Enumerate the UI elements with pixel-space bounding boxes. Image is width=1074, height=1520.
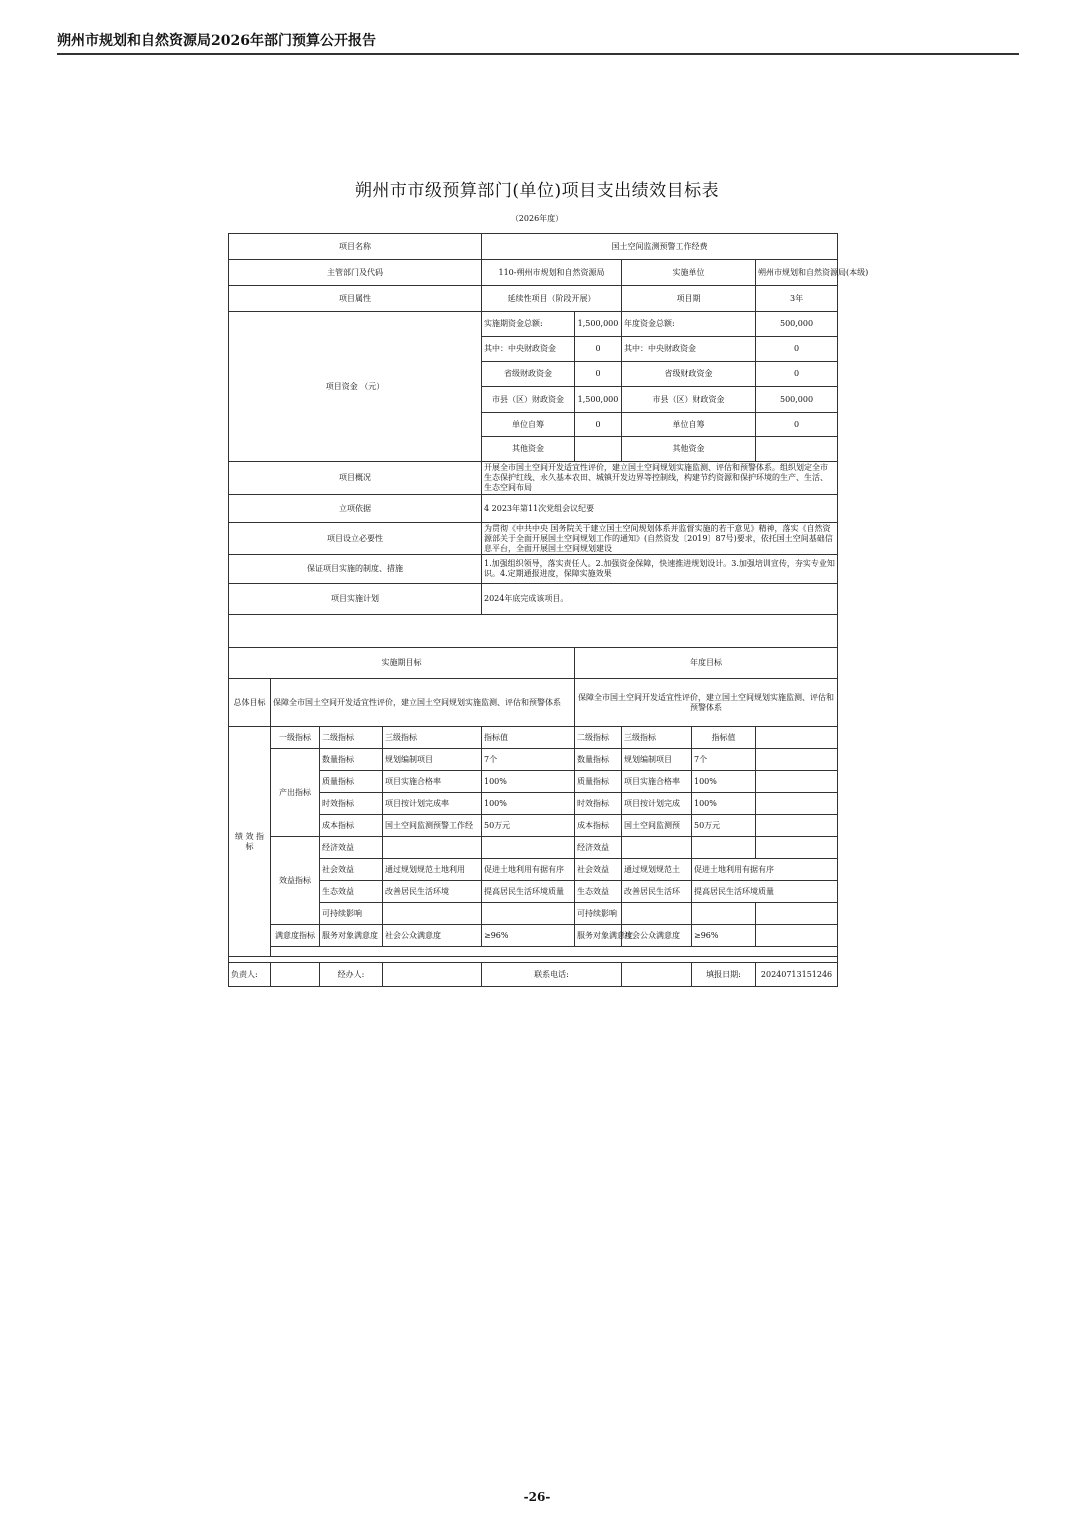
level3-cell: 改善居民生活环境 [383, 881, 482, 903]
measures-label: 保证项目实施的制度、措施 [229, 555, 482, 584]
value-cell [482, 903, 575, 925]
level2-year-cell: 时效指标 [575, 793, 622, 815]
necessity-label: 项目设立必要性 [229, 523, 482, 555]
level3-cell [383, 903, 482, 925]
value-cell: 100% [482, 771, 575, 793]
satisfaction-indicator-label: 满意度指标 [271, 925, 320, 947]
value-year-cell: ≥96% [692, 925, 756, 947]
value-cell: 100% [482, 793, 575, 815]
measures-value: 1.加强组织领导，落实责任人。2.加强资金保障，快速推进规划设计。3.加强培训宣传，夯实专业知识。4.定期通报进度，保障实施效果 [482, 555, 838, 584]
table-row [229, 859, 838, 881]
level2-cell: 数量指标 [320, 749, 383, 771]
perf-indicator-label: 绩 效 指 标 [229, 727, 271, 957]
year-total-label: 年度资金总额: [622, 312, 756, 337]
handler-value [383, 963, 482, 987]
table-row [229, 749, 838, 771]
level2-cell: 社会效益 [320, 859, 383, 881]
performance-goal-table [228, 233, 869, 987]
impl-total-value: 1,500,000 [575, 312, 622, 337]
value-cell: 50万元 [482, 815, 575, 837]
table-row [229, 495, 838, 523]
impl-goal-header: 实施期目标 [229, 648, 575, 679]
table-row [229, 648, 838, 679]
value-year-cell: 100% [692, 793, 756, 815]
attr-label: 项目属性 [229, 286, 482, 312]
level2-cell: 质量指标 [320, 771, 383, 793]
table-row [229, 260, 838, 286]
level2-year-cell: 成本指标 [575, 815, 622, 837]
county-impl-value: 1,500,000 [575, 387, 622, 413]
plan-value: 2024年底完成该项目。 [482, 584, 838, 615]
level2-year-cell: 数量指标 [575, 749, 622, 771]
other-funds-year-value [756, 437, 838, 462]
level2-cell: 时效指标 [320, 793, 383, 815]
central-year-value: 0 [756, 337, 838, 362]
period-value: 3年 [756, 286, 838, 312]
table-row [229, 462, 838, 495]
impl-unit-label: 实施单位 [622, 260, 756, 286]
header-value: 指标值 [482, 727, 575, 749]
empty-cell [756, 815, 838, 837]
project-name-label: 项目名称 [229, 234, 482, 260]
level3-cell: 规划编制项目 [383, 749, 482, 771]
level2-year-cell: 经济效益 [575, 837, 622, 859]
level2-year-cell: 社会效益 [575, 859, 622, 881]
value-cell: 提高居民生活环境质量 [482, 881, 575, 903]
value-cell: ≥96% [482, 925, 575, 947]
table-row [229, 815, 838, 837]
empty-cell [756, 793, 838, 815]
province-year-label: 省级财政资金 [622, 362, 756, 387]
table-row [229, 837, 838, 859]
empty-cell [756, 925, 838, 947]
table-row [229, 881, 838, 903]
table-row [229, 234, 838, 260]
level2-year-cell: 可持续影响 [575, 903, 622, 925]
handler-label: 经办人: [320, 963, 383, 987]
funds-label: 项目资金 （元） [229, 312, 482, 462]
value-year-cell: 100% [692, 771, 756, 793]
year-goal-header: 年度目标 [575, 648, 838, 679]
level3-cell: 项目实施合格率 [383, 771, 482, 793]
overall-goal-label: 总体目标 [229, 679, 271, 727]
table-row [229, 793, 838, 815]
province-label: 省级财政资金 [482, 362, 575, 387]
value-year-cell [692, 903, 756, 925]
document-year: （2026年度） [510, 214, 564, 223]
header-level3-year: 三级指标 [622, 727, 692, 749]
level3-cell: 国土空间监测预警工作经 [383, 815, 482, 837]
level3-year-cell [622, 903, 692, 925]
other-funds-impl-value [575, 437, 622, 462]
empty-cell [756, 727, 838, 749]
self-funding-year-label: 单位自筹 [622, 413, 756, 437]
blank-row [271, 947, 838, 957]
header-level2-year: 二级指标 [575, 727, 622, 749]
province-year-value: 0 [756, 362, 838, 387]
level2-cell: 可持续影响 [320, 903, 383, 925]
header-value-year: 指标值 [692, 727, 756, 749]
project-name-value: 国土空间监测预警工作经费 [482, 234, 838, 260]
overview-value: 开展全市国土空间开发适宜性评价，建立国土空间规划实施监测、评估和预警体系。组织划定全市生态保护红线、永久基本农田、城镇开发边界等控制线，构建节约资源和保护环境的生产、生活、生态空间布局 [482, 462, 838, 495]
level3-year-cell: 通过规划规范土 [622, 859, 692, 881]
phone-label: 联系电话: [482, 963, 622, 987]
blank-row [229, 615, 838, 648]
level3-year-cell [622, 837, 692, 859]
level3-cell: 项目按计划完成率 [383, 793, 482, 815]
responsible-label: 负责人: [229, 963, 271, 987]
dept-label: 主管部门及代码 [229, 260, 482, 286]
necessity-value: 为贯彻《中共中央 国务院关于建立国土空间规划体系并监督实施的若干意见》精神，落实《自然资源部关于全面开展国土空间规划工作的通知》(自然资发〔2019〕87号)要求，依托国土空间基础信息平台，全面开展国土空间规划建设 [482, 523, 838, 555]
self-funding-label: 单位自筹 [482, 413, 575, 437]
level2-cell: 服务对象满意度 [320, 925, 383, 947]
benefit-indicator-label: 效益指标 [271, 837, 320, 925]
self-funding-year-value: 0 [756, 413, 838, 437]
table-row [229, 523, 838, 555]
year-total-value: 500,000 [756, 312, 838, 337]
date-label: 填报日期: [692, 963, 756, 987]
header-level2: 二级指标 [320, 727, 383, 749]
central-label: 其中：中央财政资金 [482, 337, 575, 362]
table-row [229, 771, 838, 793]
header-level1: 一级指标 [271, 727, 320, 749]
table-row [229, 286, 838, 312]
value-year-cell [692, 837, 756, 859]
level3-year-cell: 国土空间监测预 [622, 815, 692, 837]
empty-cell [756, 749, 838, 771]
level2-year-cell: 生态效益 [575, 881, 622, 903]
basis-label: 立项依据 [229, 495, 482, 523]
central-year-label: 其中：中央财政资金 [622, 337, 756, 362]
dept-value: 110-朔州市规划和自然资源局 [482, 260, 622, 286]
county-year-value: 500,000 [756, 387, 838, 413]
value-year-cell: 提高居民生活环境质量 [692, 881, 838, 903]
header-level3: 三级指标 [383, 727, 482, 749]
level3-cell [383, 837, 482, 859]
level3-cell: 通过规划规范土地利用 [383, 859, 482, 881]
page-number: -26- [523, 1490, 551, 1504]
value-year-cell: 促进土地利用有据有序 [692, 859, 838, 881]
table-row [229, 903, 838, 925]
output-indicator-label: 产出指标 [271, 749, 320, 837]
table-row [229, 312, 838, 337]
overall-goal-impl: 保障全市国土空间开发适宜性评价，建立国土空间规划实施监测、评估和预警体系 [271, 679, 575, 727]
province-impl-value: 0 [575, 362, 622, 387]
header-divider [57, 53, 1019, 55]
responsible-value [271, 963, 320, 987]
table-row [229, 679, 838, 727]
level2-cell: 经济效益 [320, 837, 383, 859]
value-cell: 促进土地利用有据有序 [482, 859, 575, 881]
table-row [229, 555, 838, 584]
empty-cell [756, 771, 838, 793]
other-funds-year-label: 其他资金 [622, 437, 756, 462]
other-funds-label: 其他资金 [482, 437, 575, 462]
table-row [229, 963, 838, 987]
basis-value: 4 2023年第11次党组会议纪要 [482, 495, 838, 523]
value-cell: 7个 [482, 749, 575, 771]
impl-unit-value: 朔州市规划和自然资源局(本级) [756, 260, 838, 286]
table-row [229, 947, 838, 957]
level2-cell: 生态效益 [320, 881, 383, 903]
attr-value: 延续性项目（阶段开展） [482, 286, 622, 312]
county-impl-label: 市县（区）财政资金 [482, 387, 575, 413]
level2-year-cell: 服务对象满意度 [575, 925, 622, 947]
level3-year-cell: 规划编制项目 [622, 749, 692, 771]
county-year-label: 市县（区）财政资金 [622, 387, 756, 413]
level2-year-cell: 质量指标 [575, 771, 622, 793]
phone-value [622, 963, 692, 987]
date-value: 20240713151246 [756, 963, 838, 987]
level3-year-cell: 项目实施合格率 [622, 771, 692, 793]
level3-cell: 社会公众满意度 [383, 925, 482, 947]
impl-total-label: 实施期资金总额: [482, 312, 575, 337]
table-row [229, 615, 838, 648]
central-impl-value: 0 [575, 337, 622, 362]
period-label: 项目期 [622, 286, 756, 312]
overview-label: 项目概况 [229, 462, 482, 495]
plan-label: 项目实施计划 [229, 584, 482, 615]
value-year-cell: 7个 [692, 749, 756, 771]
overall-goal-year: 保障全市国土空间开发适宜性评价，建立国土空间规划实施监测、评估和预警体系 [575, 679, 838, 727]
empty-cell [756, 903, 838, 925]
level2-cell: 成本指标 [320, 815, 383, 837]
value-cell [482, 837, 575, 859]
table-row [229, 925, 838, 947]
value-year-cell: 50万元 [692, 815, 756, 837]
table-row [229, 584, 838, 615]
level3-year-cell: 社会公众满意度 [622, 925, 692, 947]
empty-cell [756, 837, 838, 859]
self-funding-impl-value: 0 [575, 413, 622, 437]
level3-year-cell: 改善居民生活环 [622, 881, 692, 903]
document-title: 朔州市市级预算部门(单位)项目支出绩效目标表 [354, 181, 720, 201]
page-header-title: 朔州市规划和自然资源局2026年部门预算公开报告 [57, 33, 376, 49]
level3-year-cell: 项目按计划完成 [622, 793, 692, 815]
table-row [229, 727, 838, 749]
